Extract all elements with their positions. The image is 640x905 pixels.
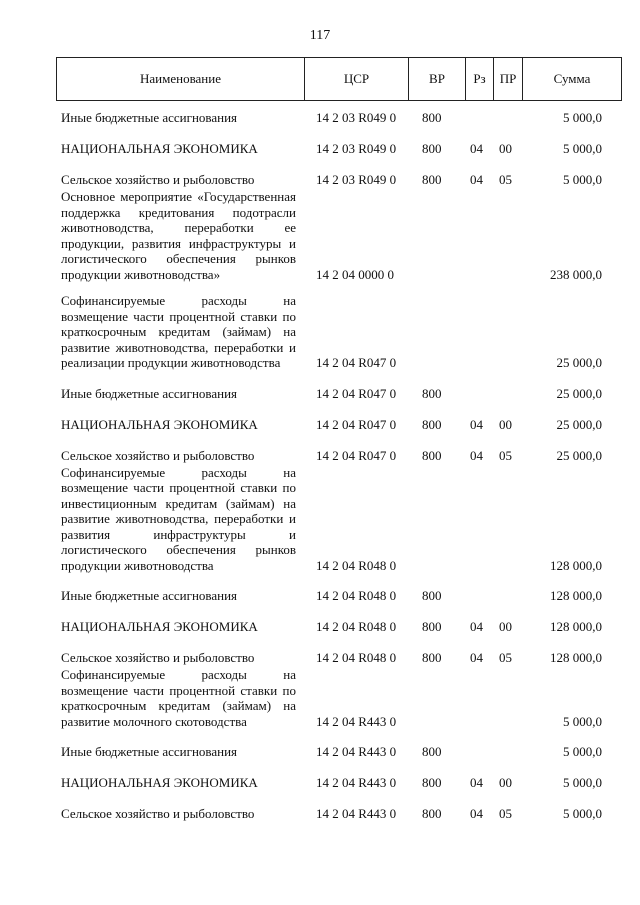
table-row	[56, 619, 622, 650]
row-rz	[465, 110, 493, 141]
table-row	[56, 744, 622, 775]
row-sum: 5 000,0	[563, 141, 602, 156]
row-sum: 128 000,0	[550, 650, 602, 665]
row-rz: 04	[470, 172, 483, 187]
row-vr: 800	[422, 172, 442, 187]
row-vr: 800	[422, 775, 442, 790]
row-sum: 5 000,0	[563, 775, 602, 790]
row-csr: 14 2 04 R047 0	[316, 447, 397, 463]
row-name: Иные бюджетные ассигнования	[61, 744, 238, 759]
row-sum: 5 000,0	[563, 110, 602, 125]
header-rz: Рз	[466, 58, 494, 100]
row-sum: 128 000,0	[550, 588, 602, 603]
table-row	[56, 806, 622, 837]
row-name: Софинансируемые расходы на возмещение части процентной ставки по краткосрочным кредитам (займам) на развитие животноводства, переработки и реализации продукции животноводства	[61, 293, 296, 370]
row-pr: 05	[499, 172, 512, 187]
row-csr: 14 2 04 R048 0	[316, 588, 397, 603]
row-name: Сельское хозяйство и рыболовство	[61, 447, 255, 463]
row-csr: 14 2 04 R048 0	[316, 619, 397, 634]
table-body	[56, 110, 622, 837]
row-rz	[465, 386, 493, 417]
row-rz: 04	[470, 141, 483, 156]
row-rz: 04	[470, 447, 483, 463]
row-name: Иные бюджетные ассигнования	[61, 588, 238, 603]
row-rz	[465, 588, 493, 619]
row-pr: 00	[499, 775, 512, 790]
table-header	[56, 57, 622, 101]
row-vr	[408, 667, 465, 729]
row-name: Сельское хозяйство и рыболовство	[61, 650, 255, 665]
row-rz	[465, 465, 493, 574]
row-pr: 05	[499, 447, 512, 463]
row-rz	[465, 293, 493, 371]
row-csr: 14 2 03 R049 0	[316, 172, 397, 187]
row-sum: 5 000,0	[563, 713, 602, 729]
row-pr: 00	[499, 619, 512, 634]
header-sum: Сумма	[553, 71, 591, 86]
row-name: Основное мероприятие «Государственная поддержка кредитования подотрасли животноводства, переработки ее продукции, развития инфраструктуры и логистического обеспечения рынков продукции животноводства»	[61, 189, 296, 282]
row-vr: 800	[422, 650, 442, 665]
row-name: НАЦИОНАЛЬНАЯ ЭКОНОМИКА	[61, 416, 258, 432]
row-pr: 05	[499, 650, 512, 665]
row-vr	[408, 465, 465, 574]
row-vr: 800	[422, 416, 442, 432]
row-rz: 04	[470, 650, 483, 665]
header-csr: ЦСР	[305, 58, 409, 100]
row-csr: 14 2 04 R048 0	[316, 650, 397, 665]
table-row	[56, 293, 622, 371]
table-row	[56, 110, 622, 141]
row-sum: 25 000,0	[556, 355, 602, 370]
row-vr: 800	[422, 385, 442, 401]
row-sum: 25 000,0	[556, 416, 602, 432]
row-sum: 5 000,0	[563, 806, 602, 821]
row-csr: 14 2 04 R047 0	[316, 355, 397, 370]
row-pr	[493, 744, 522, 775]
row-vr: 800	[422, 141, 442, 156]
row-csr: 14 2 04 R443 0	[316, 806, 397, 821]
row-csr: 14 2 03 R049 0	[316, 110, 397, 125]
row-rz	[465, 189, 493, 282]
row-sum: 5 000,0	[563, 744, 602, 759]
row-sum: 25 000,0	[556, 447, 602, 463]
table-row	[56, 650, 622, 666]
row-name: Софинансируемые расходы на возмещение части процентной ставки по инвестиционным кредитам (займам) на развитие животноводства, переработки и развития инфраструктуры и логистического обеспечения рынков продукции животноводства	[61, 464, 296, 573]
row-sum: 128 000,0	[550, 557, 602, 573]
row-pr	[493, 667, 522, 729]
table-row	[56, 465, 622, 574]
row-rz: 04	[470, 416, 483, 432]
row-csr: 14 2 04 R047 0	[316, 385, 397, 401]
row-vr: 800	[422, 806, 442, 821]
row-pr	[493, 588, 522, 619]
row-pr: 00	[499, 141, 512, 156]
row-vr: 800	[422, 447, 442, 463]
row-name: Иные бюджетные ассигнования	[61, 110, 238, 125]
row-sum: 128 000,0	[550, 619, 602, 634]
row-pr: 00	[499, 416, 512, 432]
row-name: Сельское хозяйство и рыболовство	[61, 172, 255, 187]
row-rz: 04	[470, 775, 483, 790]
header-name: Наименование	[57, 58, 305, 100]
row-name: Софинансируемые расходы на возмещение части процентной ставки по краткосрочным кредитам (займам) на развитие молочного скотоводства	[61, 667, 296, 729]
row-csr: 14 2 03 R049 0	[316, 141, 397, 156]
row-sum: 238 000,0	[550, 266, 602, 282]
row-rz	[465, 667, 493, 729]
row-csr: 14 2 04 R443 0	[316, 713, 397, 729]
table-row	[56, 775, 622, 806]
row-name: НАЦИОНАЛЬНАЯ ЭКОНОМИКА	[61, 141, 258, 156]
header-pr: ПР	[494, 58, 523, 100]
row-vr	[408, 189, 465, 282]
row-vr: 800	[422, 619, 442, 634]
page-number: 117	[309, 28, 331, 43]
row-name: Сельское хозяйство и рыболовство	[61, 806, 255, 821]
row-sum: 25 000,0	[556, 385, 602, 401]
row-name: НАЦИОНАЛЬНАЯ ЭКОНОМИКА	[61, 775, 258, 790]
table-row	[56, 417, 622, 448]
header-vr: ВР	[409, 58, 466, 100]
row-csr: 14 2 04 R047 0	[316, 416, 397, 432]
table-row	[56, 189, 622, 282]
row-csr: 14 2 04 R443 0	[316, 744, 397, 759]
row-vr: 800	[422, 588, 442, 603]
row-pr: 05	[499, 806, 512, 821]
row-name: Иные бюджетные ассигнования	[61, 385, 238, 401]
row-vr: 800	[422, 110, 442, 125]
row-pr	[493, 465, 522, 574]
row-sum: 5 000,0	[563, 172, 602, 187]
row-name: НАЦИОНАЛЬНАЯ ЭКОНОМИКА	[61, 619, 258, 634]
table-row	[56, 386, 622, 417]
table-row	[56, 588, 622, 619]
row-pr	[493, 110, 522, 141]
row-pr	[493, 189, 522, 282]
table-row	[56, 448, 622, 464]
table-row	[56, 172, 622, 188]
table-row	[56, 141, 622, 172]
row-rz: 04	[470, 619, 483, 634]
table-row	[56, 667, 622, 729]
row-rz: 04	[470, 806, 483, 821]
row-vr	[408, 293, 465, 371]
row-csr: 14 2 04 0000 0	[316, 266, 394, 282]
row-rz	[465, 744, 493, 775]
row-csr: 14 2 04 R048 0	[316, 557, 397, 573]
row-pr	[493, 386, 522, 417]
row-vr: 800	[422, 744, 442, 759]
row-pr	[493, 293, 522, 371]
row-csr: 14 2 04 R443 0	[316, 775, 397, 790]
